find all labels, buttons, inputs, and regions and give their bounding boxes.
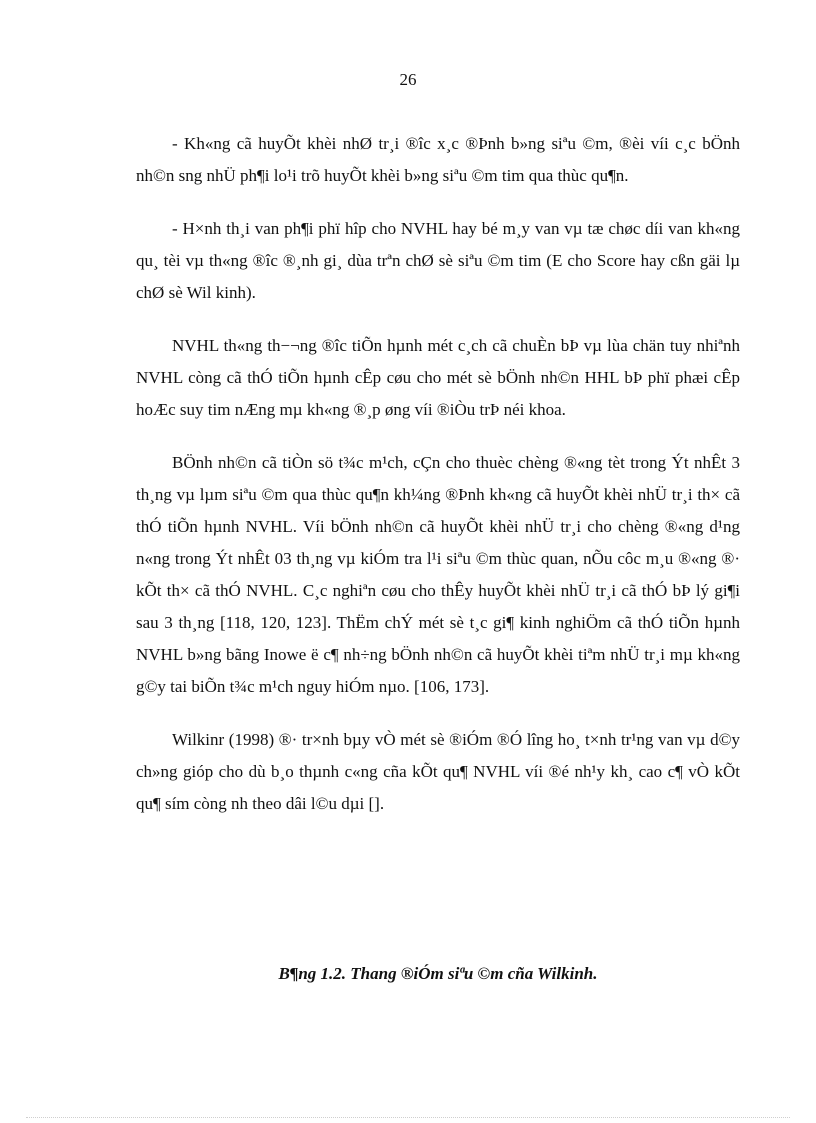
page-number: 26 (399, 70, 417, 89)
body-text (136, 128, 740, 841)
table-caption: B¶ng 1.2. Thang ®iÓm siªu ©m cña Wilkinh. (278, 964, 598, 983)
page-bottom-divider (26, 1117, 790, 1118)
paragraph: NVHL th«ng th−¬ng ®îc tiÕn hµnh mét c¸ch cã chuÈn bÞ vµ lùa chän tuy nhiªnh NVHL còng cã thÓ tiÕn hµnh cÊp cøu cho mét sè bÖnh nh©n HHL bÞ phï phæi cÊp hoÆc suy tim nÆng mµ kh«ng ®¸p øng víi ®iÒu trÞ néi khoa. (136, 336, 740, 419)
paragraph: - Kh«ng cã huyÕt khèi nhØ tr¸i ®îc x¸c ®Þnh b»ng siªu ©m, ®èi víi c¸c bÖnh nh©n sng nhÜ ph¶i lo¹i trõ huyÕt khèi b»ng siªu ©m tim qua thùc qu¶n. (136, 134, 740, 185)
paragraph: - H×nh th¸i van ph¶i phï hîp cho NVHL hay bé m¸y van vµ tæ chøc díi van kh«ng qu¸ tèi vµ th«ng ®îc ®¸nh gi¸ dùa trªn chØ sè siªu ©m tim (E cho Score hay cßn gäi lµ chØ sè Wil kinh). (136, 219, 740, 302)
paragraph: Wilkinr (1998) ®· tr×nh bµy vÒ mét sè ®iÓm ®Ó lîng ho¸ t×nh tr¹ng van vµ d©y ch»ng gióp cho dù b¸o thµnh c«ng cña kÕt qu¶ NVHL víi ®é nh¹y kh¸ cao c¶ vÒ kÕt qu¶ sím còng nh theo dâi l©u dµi []. (136, 730, 740, 813)
paragraph: BÖnh nh©n cã tiÒn sö t¾c m¹ch, cÇn cho thuèc chèng ®«ng tèt trong Ýt nhÊt 3 th¸ng vµ lµm siªu ©m qua thùc qu¶n kh¼ng ®Þnh kh«ng cã huyÕt khèi nhÜ tr¸i th× cã thÓ tiÕn hµnh NVHL. Víi bÖnh nh©n cã huyÕt khèi nhÜ tr¸i cho chèng ®«ng d¹ng n«ng trong Ýt nhÊt 03 th¸ng vµ kiÓm tra l¹i siªu ©m thùc quan, nÕu côc m¸u ®«ng ®· kÕt th× cã thÓ NVHL. C¸c nghiªn cøu cho thÊy huyÕt khèi nhÜ tr¸i cã thÓ bÞ lý gi¶i sau 3 th¸ng [118, 120, 123]. ThËm chÝ mét sè t¸c gi¶ kinh nghiÖm cã thÓ tiÕn hµnh NVHL b»ng bãng Inowe ë c¶ nh÷ng bÖnh nh©n cã huyÕt khèi tiªm nhÜ tr¸i mµ kh«ng g©y tai biÕn t¾c m¹ch nguy hiÓm nµo. [106, 173]. (136, 453, 740, 696)
